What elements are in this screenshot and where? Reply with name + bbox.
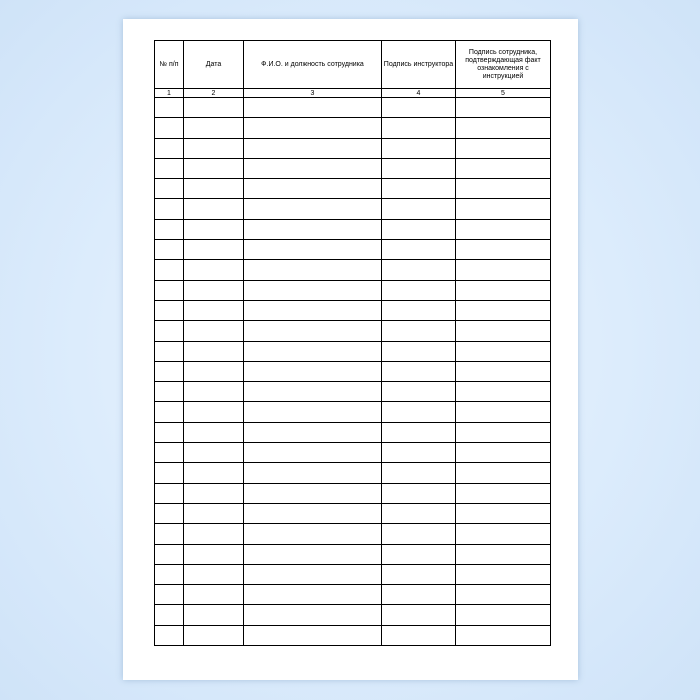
empty-cell — [244, 361, 382, 381]
empty-cell — [456, 503, 551, 523]
empty-cell — [456, 199, 551, 219]
empty-cell — [456, 382, 551, 402]
empty-cell — [456, 463, 551, 483]
empty-cell — [184, 443, 244, 463]
empty-cell — [244, 138, 382, 158]
empty-cell — [382, 463, 456, 483]
empty-cell — [456, 179, 551, 199]
table-row — [155, 443, 551, 463]
table-row — [155, 422, 551, 442]
table-row — [155, 341, 551, 361]
table-row — [155, 118, 551, 138]
table-row — [155, 98, 551, 118]
empty-cell — [382, 402, 456, 422]
table-row — [155, 321, 551, 341]
empty-cell — [382, 240, 456, 260]
empty-cell — [456, 260, 551, 280]
table-row — [155, 138, 551, 158]
empty-cell — [155, 199, 184, 219]
empty-cell — [184, 605, 244, 625]
empty-cell — [184, 503, 244, 523]
empty-cell — [382, 300, 456, 320]
empty-cell — [244, 240, 382, 260]
empty-cell — [244, 179, 382, 199]
empty-cell — [382, 443, 456, 463]
empty-cell — [382, 524, 456, 544]
empty-cell — [382, 361, 456, 381]
empty-cell — [155, 341, 184, 361]
header-cell-employee-name: Ф.И.О. и должность сотрудника — [244, 41, 382, 89]
empty-cell — [456, 585, 551, 605]
empty-cell — [456, 280, 551, 300]
empty-cell — [184, 179, 244, 199]
header-row — [155, 41, 551, 89]
empty-cell — [155, 503, 184, 523]
empty-cell — [244, 443, 382, 463]
empty-cell — [155, 260, 184, 280]
empty-cell — [456, 524, 551, 544]
empty-cell — [155, 564, 184, 584]
empty-cell — [244, 503, 382, 523]
header-cell-number: № п/п — [155, 41, 184, 89]
empty-cell — [184, 138, 244, 158]
empty-cell — [382, 625, 456, 645]
empty-cell — [382, 158, 456, 178]
empty-cell — [456, 443, 551, 463]
empty-cell — [456, 422, 551, 442]
table-row — [155, 219, 551, 239]
empty-cell — [244, 341, 382, 361]
empty-cell — [184, 544, 244, 564]
empty-cell — [184, 402, 244, 422]
empty-cell — [382, 564, 456, 584]
table-row — [155, 483, 551, 503]
table-row — [155, 179, 551, 199]
empty-cell — [155, 98, 184, 118]
empty-cell — [382, 382, 456, 402]
empty-cell — [155, 280, 184, 300]
empty-cell — [244, 585, 382, 605]
empty-cell — [382, 280, 456, 300]
empty-cell — [382, 341, 456, 361]
empty-cell — [184, 564, 244, 584]
empty-cell — [456, 321, 551, 341]
header-cell-employee-signature: Подпись сотрудника, подтверждающая факт ознакомления с инструкцией — [456, 41, 551, 89]
empty-cell — [184, 463, 244, 483]
empty-cell — [184, 240, 244, 260]
empty-cell — [155, 361, 184, 381]
empty-cell — [244, 524, 382, 544]
table-row — [155, 260, 551, 280]
empty-cell — [184, 260, 244, 280]
header-cell-instructor-signature: Подпись инструктора — [382, 41, 456, 89]
empty-cell — [155, 544, 184, 564]
empty-cell — [456, 118, 551, 138]
empty-cell — [244, 98, 382, 118]
empty-cell — [244, 483, 382, 503]
empty-cell — [184, 158, 244, 178]
table-row — [155, 564, 551, 584]
header-cell-date: Дата — [184, 41, 244, 89]
table-row — [155, 382, 551, 402]
empty-cell — [244, 605, 382, 625]
empty-cell — [456, 361, 551, 381]
empty-cell — [184, 361, 244, 381]
empty-cell — [382, 179, 456, 199]
empty-cell — [155, 483, 184, 503]
empty-cell — [456, 625, 551, 645]
empty-cell — [155, 179, 184, 199]
empty-cell — [456, 341, 551, 361]
empty-cell — [244, 463, 382, 483]
empty-cell — [382, 98, 456, 118]
empty-cell — [184, 300, 244, 320]
table-row — [155, 402, 551, 422]
empty-cell — [456, 219, 551, 239]
empty-cell — [155, 158, 184, 178]
empty-cell — [155, 524, 184, 544]
empty-cell — [382, 219, 456, 239]
empty-cell — [244, 625, 382, 645]
table-row — [155, 503, 551, 523]
empty-cell — [244, 382, 382, 402]
empty-cell — [456, 544, 551, 564]
empty-cell — [184, 199, 244, 219]
empty-cell — [184, 524, 244, 544]
empty-cell — [244, 402, 382, 422]
empty-cell — [456, 98, 551, 118]
empty-cell — [244, 544, 382, 564]
empty-cell — [155, 138, 184, 158]
empty-cell — [382, 321, 456, 341]
empty-cell — [456, 158, 551, 178]
empty-cell — [184, 98, 244, 118]
empty-cell — [382, 605, 456, 625]
table-row — [155, 605, 551, 625]
empty-cell — [184, 382, 244, 402]
empty-cell — [244, 219, 382, 239]
empty-cell — [184, 625, 244, 645]
empty-cell — [382, 422, 456, 442]
empty-cell — [456, 483, 551, 503]
table-row — [155, 463, 551, 483]
empty-cell — [382, 199, 456, 219]
empty-cell — [184, 483, 244, 503]
empty-cell — [456, 300, 551, 320]
empty-cell — [155, 422, 184, 442]
empty-cell — [244, 158, 382, 178]
empty-cell — [184, 341, 244, 361]
empty-cell — [155, 585, 184, 605]
table-row — [155, 361, 551, 381]
table-row — [155, 300, 551, 320]
empty-cell — [184, 280, 244, 300]
empty-cell — [155, 605, 184, 625]
empty-cell — [244, 564, 382, 584]
table-row — [155, 625, 551, 645]
table-row — [155, 544, 551, 564]
journal-table — [154, 40, 551, 646]
empty-cell — [382, 585, 456, 605]
table-row — [155, 199, 551, 219]
empty-cell — [382, 503, 456, 523]
empty-cell — [155, 219, 184, 239]
empty-cell — [456, 564, 551, 584]
empty-cell — [155, 625, 184, 645]
empty-cell — [456, 402, 551, 422]
column-number-cell: 2 — [184, 89, 244, 98]
table-row — [155, 240, 551, 260]
empty-cell — [244, 118, 382, 138]
empty-cell — [244, 300, 382, 320]
empty-cell — [155, 382, 184, 402]
empty-cell — [456, 138, 551, 158]
empty-cell — [244, 422, 382, 442]
empty-cell — [456, 605, 551, 625]
empty-cell — [155, 240, 184, 260]
empty-cell — [244, 199, 382, 219]
column-number-cell: 1 — [155, 89, 184, 98]
empty-cell — [382, 138, 456, 158]
column-number-cell: 3 — [244, 89, 382, 98]
empty-cell — [184, 219, 244, 239]
empty-cell — [184, 422, 244, 442]
empty-cell — [155, 321, 184, 341]
empty-cell — [244, 280, 382, 300]
column-number-row — [155, 89, 551, 98]
table-row — [155, 585, 551, 605]
empty-cell — [184, 585, 244, 605]
empty-cell — [155, 118, 184, 138]
empty-cell — [456, 240, 551, 260]
empty-cell — [184, 118, 244, 138]
empty-cell — [382, 544, 456, 564]
empty-cell — [244, 321, 382, 341]
document-sheet — [123, 19, 578, 680]
table-row — [155, 158, 551, 178]
empty-cell — [155, 463, 184, 483]
empty-cell — [155, 402, 184, 422]
empty-cell — [244, 260, 382, 280]
empty-cell — [382, 260, 456, 280]
empty-cell — [382, 483, 456, 503]
empty-cell — [184, 321, 244, 341]
empty-cell — [155, 443, 184, 463]
table-row — [155, 524, 551, 544]
empty-cell — [382, 118, 456, 138]
empty-cell — [155, 300, 184, 320]
table-row — [155, 280, 551, 300]
column-number-cell: 4 — [382, 89, 456, 98]
column-number-cell: 5 — [456, 89, 551, 98]
